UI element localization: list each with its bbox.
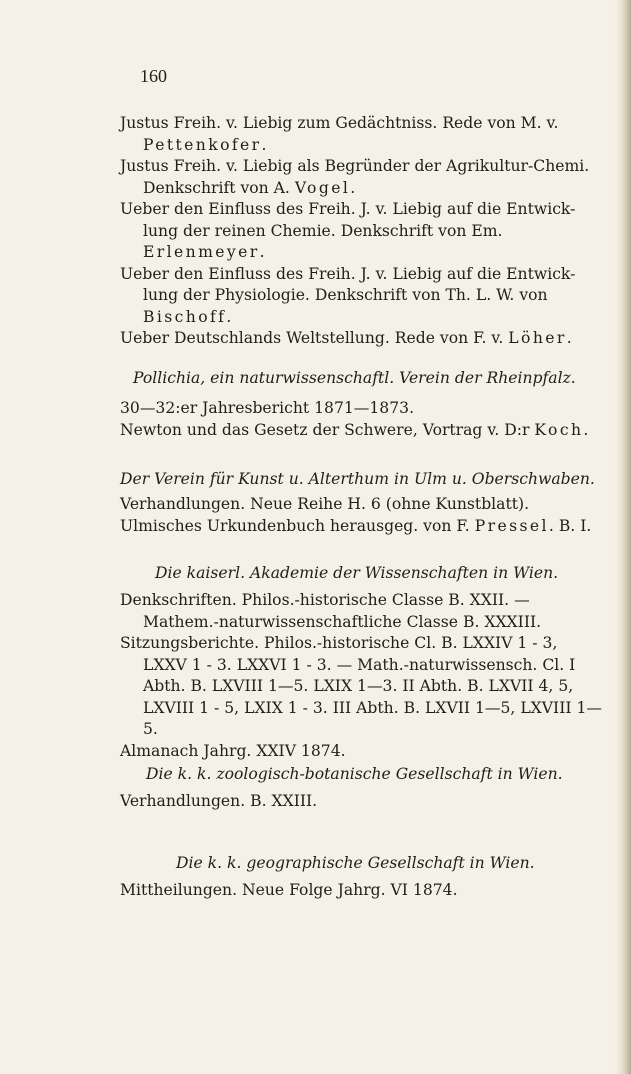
ulm-entries (120, 494, 605, 537)
pollichia-entries (120, 398, 605, 441)
zoologisch-entries (120, 791, 605, 813)
list-item: Justus Freih. v. Liebig zum Gedächtniss. Rede von M. v. Pettenkofer. (120, 114, 559, 154)
list-item: Newton und das Gesetz der Schwere, Vortrag v. D:r Koch. (120, 420, 589, 439)
list-item: Mittheilungen. Neue Folge Jahrg. VI 1874. (120, 881, 458, 899)
list-item: Almanach Jahrg. XXIV 1874. (120, 741, 346, 760)
section-heading-akademie: Die kaiserl. Akademie der Wissenschaften in Wien. (155, 564, 559, 582)
list-item: Verhandlungen. Neue Reihe H. 6 (ohne Kunstblatt). (120, 495, 530, 513)
section-heading-ulm: Der Verein für Kunst u. Alterthum in Ulm u. Oberschwaben. (120, 470, 595, 488)
section-heading-geographisch: Die k. k. geographische Gesellschaft in Wien. (176, 854, 535, 872)
akademie-entries (120, 590, 605, 762)
list-item: Verhandlungen. B. XXIII. (120, 792, 318, 810)
section-heading-pollichia: Pollichia, ein naturwissenschaftl. Verein der Rheinpfalz. (133, 369, 576, 387)
page-edge-shadow (615, 0, 631, 1074)
geographisch-entries (120, 880, 605, 902)
list-item: Ulmisches Urkundenbuch herausgeg. von F. Pressel. B. I. (120, 516, 592, 535)
page-number: 160 (140, 66, 167, 86)
liebig-entries (120, 113, 605, 350)
list-item: Justus Freih. v. Liebig als Begründer der Agrikultur-Chemi. Denkschrift von A. Vogel. (120, 157, 590, 197)
section-heading-zoologisch: Die k. k. zoologisch-botanische Gesellschaft in Wien. (146, 765, 563, 783)
list-item: 30—32:er Jahresbericht 1871—1873. (120, 399, 415, 417)
list-item: Sitzungsberichte. Philos.-historische Cl. B. LXXIV 1 - 3, LXXV 1 - 3. LXXVI 1 - 3. — Math.-naturwissensch. Cl. I Abth. B. LXVIII 1—5. LXIX 1—3. II Abth. B. LXVII 4, 5, LXVIII 1 - 5, LXIX 1 - 3. III Abth. B. LXVII 1—5, LXVIII 1—5. (120, 634, 602, 738)
list-item: Ueber Deutschlands Weltstellung. Rede von F. v. Löher. (120, 329, 572, 347)
list-item: Ueber den Einfluss des Freih. J. v. Liebig auf die Entwick-lung der reinen Chemie. Denkschrift von Em. Erlenmeyer. (120, 200, 576, 261)
list-item: Denkschriften. Philos.-historische Classe B. XXII. — Mathem.-naturwissenschaftliche Classe B. XXXIII. (120, 591, 542, 631)
list-item: Ueber den Einfluss des Freih. J. v. Liebig auf die Entwick-lung der Physiologie. Denkschrift von Th. L. W. von Bischoff. (120, 264, 576, 326)
